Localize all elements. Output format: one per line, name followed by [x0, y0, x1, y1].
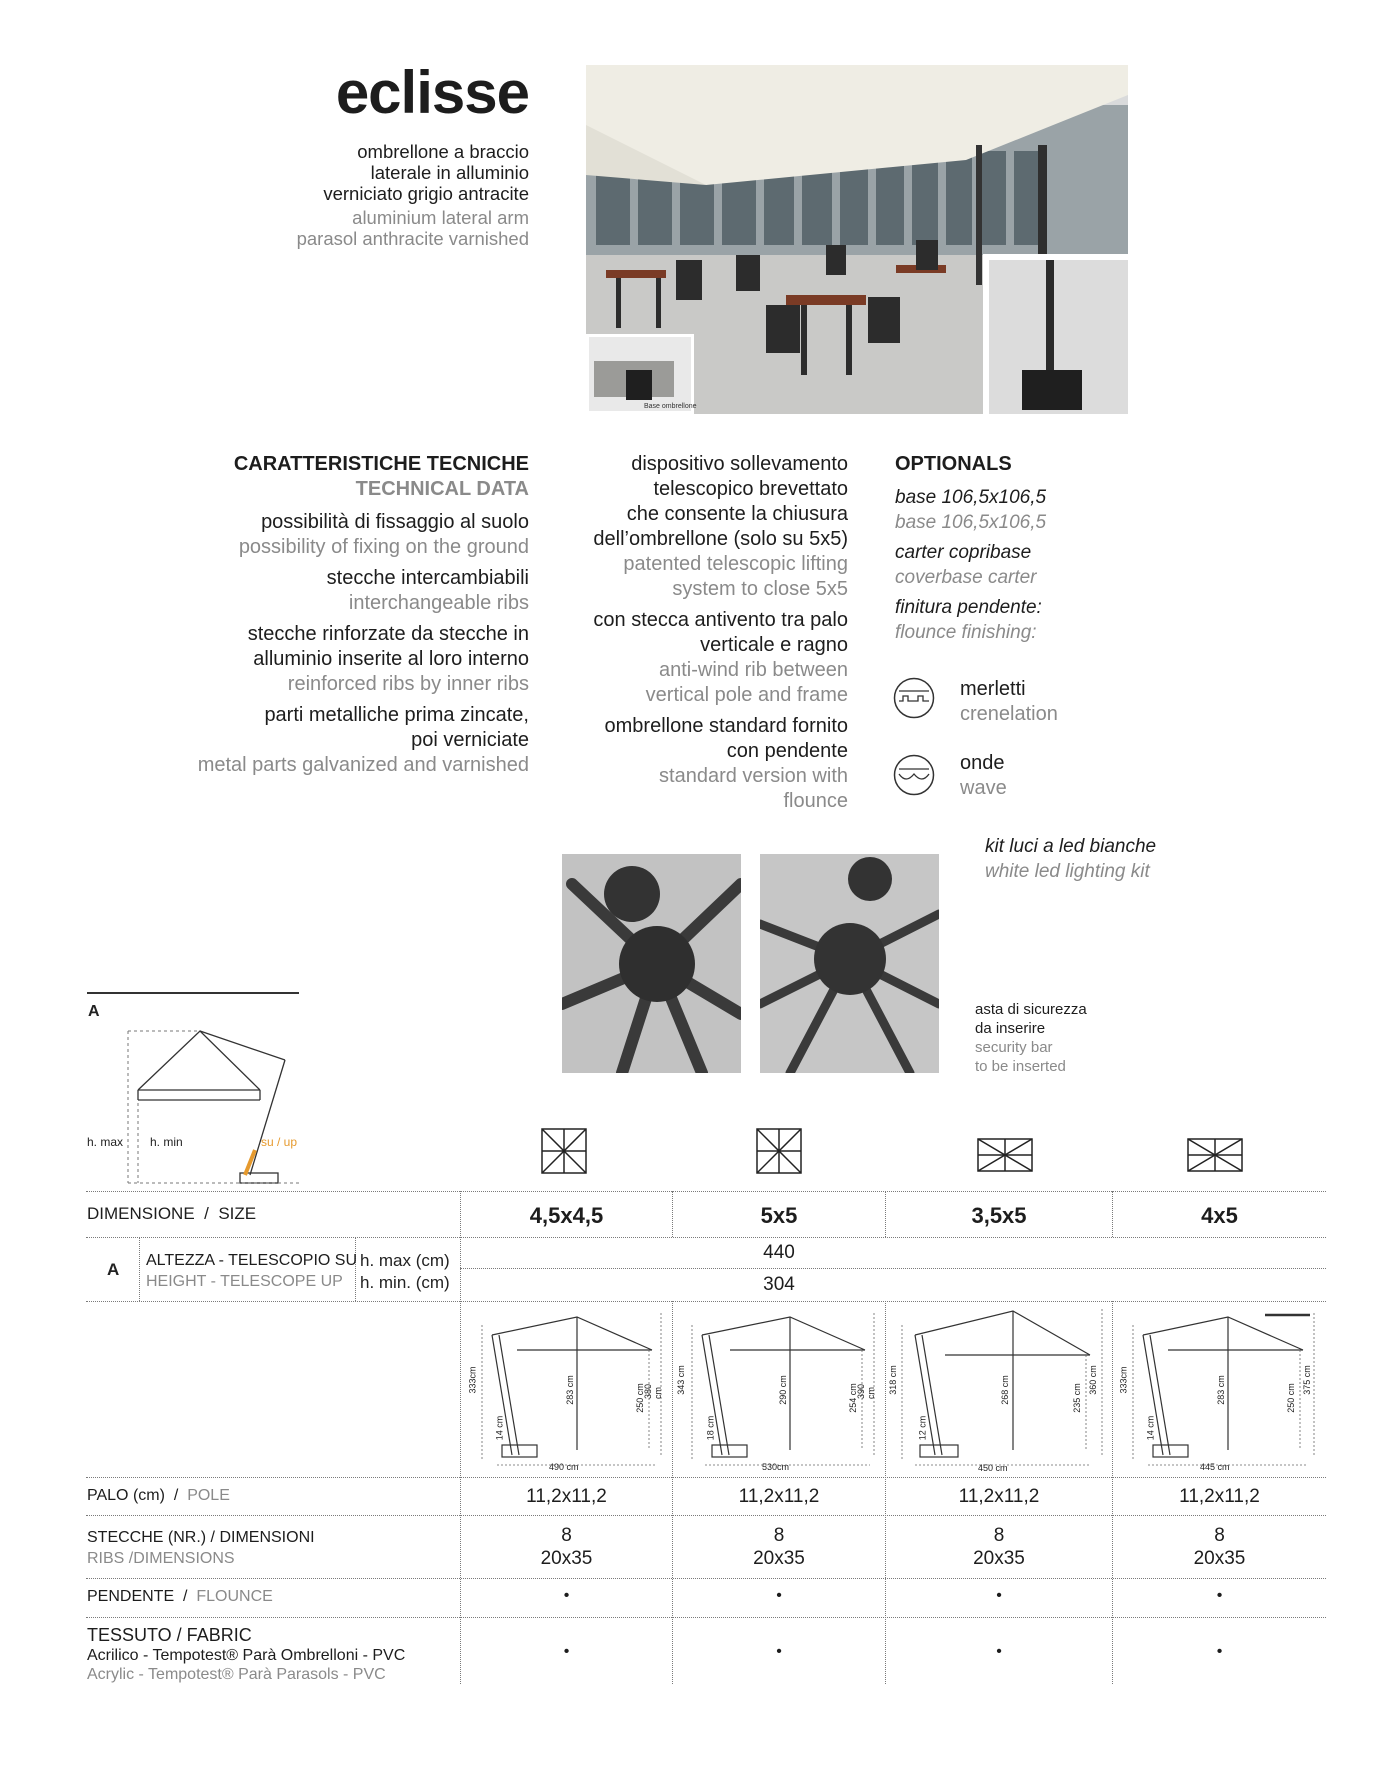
ribs-dims: 20x35: [540, 1548, 593, 1569]
table-line: [86, 1191, 1326, 1192]
table-line: [86, 1617, 1326, 1618]
dim-width: 530cm: [762, 1462, 790, 1472]
security-en: security bar: [975, 1039, 1053, 1056]
feature-en: metal parts galvanized and varnished: [197, 754, 529, 776]
feature-it: parti metalliche prima zincate,: [264, 704, 529, 726]
fabric-it: Acrilico - Tempotest® Parà Ombrelloni - PVC: [87, 1647, 406, 1664]
optionals-heading: OPTIONALS: [895, 453, 1012, 475]
feature-it: alluminio inserite al loro interno: [253, 648, 529, 670]
product-photo: [586, 65, 1128, 414]
rectangle-canopy-icon: [1187, 1138, 1243, 1172]
ribs-cell: [1113, 1524, 1326, 1570]
flounce-it: merletti: [960, 678, 1026, 700]
optional-it: base 106,5x106,5: [895, 487, 1047, 508]
subtitle-it-line: laterale in alluminio: [370, 162, 529, 183]
rectangle-canopy-icon: [977, 1138, 1033, 1172]
pole-value: 11,2x11,2: [958, 1486, 1040, 1507]
parasol-hub-illustration: [760, 854, 939, 1073]
flounce-crenelation-text: [960, 677, 1058, 727]
hmin-unit-label: h. min. (cm): [360, 1273, 450, 1292]
hmin-value: 304: [763, 1274, 795, 1295]
dim-total-height: 318 cm: [887, 1365, 898, 1395]
subtitle-it: [323, 141, 529, 204]
ribs-row-label: [87, 1527, 315, 1569]
feature-it: che consente la chiusura: [626, 503, 848, 525]
flounce-label-en: FLOUNCE: [196, 1588, 273, 1605]
optional-it: finitura pendente:: [895, 597, 1042, 618]
fabric-label: TESSUTO / FABRIC: [87, 1625, 252, 1645]
crenelation-icon: [893, 677, 935, 719]
size-label-en: SIZE: [218, 1204, 257, 1223]
square-canopy-icon: [756, 1128, 802, 1174]
parasol-profile-diagram: [85, 1025, 305, 1190]
diagram-label: A: [88, 1003, 100, 1020]
feature-it: con stecca antivento tra palo: [593, 609, 848, 631]
flounce-en: crenelation: [960, 703, 1058, 725]
ribs-dims: 20x35: [973, 1548, 1025, 1569]
feature-it: possibilità di fissaggio al suolo: [261, 511, 529, 533]
ribs-count: 8: [993, 1525, 1005, 1546]
dim-total-height: 343 cm: [675, 1365, 686, 1395]
feature-en: system to close 5x5: [672, 578, 848, 600]
flounce-value: •: [776, 1587, 782, 1604]
dim-width: 445 cm: [1200, 1462, 1230, 1472]
size-value: 5x5: [760, 1203, 798, 1228]
feature-it: stecche intercambiabili: [326, 567, 529, 589]
size-label-it: DIMENSIONE: [87, 1204, 195, 1223]
height-label-en: HEIGHT - TELESCOPE UP: [146, 1273, 343, 1290]
table-col-line: [460, 1191, 461, 1684]
pole-value: 11,2x11,2: [526, 1486, 607, 1507]
fabric-value: •: [996, 1643, 1002, 1660]
security-it: asta di sicurezza: [975, 1001, 1087, 1018]
flounce-value: •: [1216, 1587, 1223, 1604]
table-line: [86, 1301, 1326, 1302]
security-bar-note: [975, 1000, 1087, 1076]
led-kit-en: white led lighting kit: [985, 861, 1150, 882]
table-line: [86, 1477, 1326, 1478]
dimension-drawing: [675, 1305, 880, 1475]
dim-base-height: 14 cm: [1145, 1415, 1156, 1441]
flounce-label-it: PENDENTE: [87, 1588, 175, 1605]
diagram-rule: [87, 992, 299, 994]
dim-center-height: 268 cm: [999, 1375, 1010, 1405]
subtitle-it-line: ombrellone a braccio: [357, 141, 529, 162]
led-kit-it: kit luci a led bianche: [985, 836, 1157, 857]
ribs-label-it: STECCHE (NR.) / DIMENSIONI: [87, 1529, 315, 1546]
table-line: [460, 1268, 1326, 1269]
feature-it: telescopico brevettato: [653, 478, 848, 500]
flounce-it: onde: [960, 752, 1005, 774]
size-value: 3,5x5: [971, 1203, 1027, 1228]
security-en: to be inserted: [975, 1058, 1066, 1075]
pole-row-label: PALO (cm) / POLE: [87, 1487, 230, 1504]
parasol-hub-illustration: [562, 854, 741, 1073]
hub-photo-2: [760, 854, 939, 1073]
dimension-drawing: [887, 1305, 1110, 1475]
dim-base-height: 12 cm: [917, 1415, 928, 1441]
optional-en: flounce finishing:: [895, 622, 1037, 643]
dim-total-height: 333cm: [467, 1366, 478, 1394]
table-line: [86, 1515, 1326, 1516]
terrace-scene-illustration: [586, 65, 1128, 414]
feature-it: dell’ombrellone (solo su 5x5): [593, 528, 848, 550]
subtitle-en-line: aluminium lateral arm: [352, 207, 529, 228]
updown-label: su / up: [261, 1135, 298, 1149]
optionals: [895, 452, 1195, 645]
height-units: [360, 1250, 450, 1294]
pole-label-it: PALO (cm): [87, 1487, 165, 1504]
fabric-row-label: [87, 1624, 405, 1684]
feature-it: stecche rinforzate da stecche in: [247, 623, 529, 645]
hmax-label: h. max: [87, 1135, 124, 1149]
hmax-unit-label: h. max (cm): [360, 1251, 450, 1270]
ribs-cell: [461, 1524, 672, 1570]
flounce-value: •: [996, 1587, 1002, 1604]
feature-en: standard version with: [659, 765, 848, 787]
size-value: 4,5x4,5: [529, 1203, 604, 1228]
pole-value: 11,2x11,2: [738, 1486, 820, 1507]
ribs-cell: [886, 1524, 1112, 1570]
dim-edge-height: 235 cm: [1071, 1383, 1082, 1413]
pole-label-en: POLE: [187, 1487, 230, 1504]
subtitle-en-line: parasol anthracite varnished: [296, 228, 529, 249]
security-it: da inserire: [975, 1020, 1046, 1037]
fabric-value: •: [1216, 1643, 1223, 1660]
table-line: [86, 1237, 1326, 1238]
feature-it: poi verniciate: [411, 729, 529, 751]
tech-heading-en: TECHNICAL DATA: [355, 478, 529, 500]
optional-en: coverbase carter: [895, 567, 1037, 588]
size-row-label: DIMENSIONE / SIZE: [87, 1204, 257, 1223]
dim-outer-height: 390 cm: [856, 1383, 876, 1399]
dimension-drawing: [1118, 1305, 1323, 1475]
dim-width: 450 cm: [978, 1463, 1008, 1473]
dim-base-height: 14 cm: [494, 1415, 505, 1441]
flounce-en: wave: [960, 777, 1007, 799]
size-value: 4x5: [1201, 1203, 1238, 1228]
ribs-cell: [673, 1524, 885, 1570]
tech-col-2: [548, 452, 848, 814]
ribs-dims: 20x35: [753, 1548, 805, 1569]
tech-heading-it: CARATTERISTICHE TECNICHE: [233, 453, 529, 475]
height-label: [146, 1250, 357, 1292]
flounce-option-crenelation: [893, 677, 935, 724]
fabric-en: Acrylic - Tempotest® Parà Parasols - PVC: [87, 1666, 386, 1683]
subtitle-it-line: verniciato grigio antracite: [323, 183, 529, 204]
feature-en: anti-wind rib between: [659, 659, 848, 681]
ribs-dims: 20x35: [1193, 1548, 1246, 1569]
dim-outer-height: 375 cm: [1301, 1365, 1312, 1395]
dim-center-height: 283 cm: [564, 1375, 575, 1405]
feature-it: dispositivo sollevamento: [631, 453, 848, 475]
subtitle-en: [297, 207, 529, 249]
height-label-it: ALTEZZA - TELESCOPIO SU: [146, 1252, 358, 1269]
feature-en: flounce: [783, 790, 848, 812]
feature-en: patented telescopic lifting: [623, 553, 848, 575]
feature-en: reinforced ribs by inner ribs: [287, 673, 529, 695]
dim-base-height: 18 cm: [705, 1415, 716, 1441]
hmin-label: h. min: [150, 1135, 183, 1149]
dim-total-height: 333cm: [1118, 1366, 1129, 1394]
square-canopy-icon: [541, 1128, 587, 1174]
dim-edge-height: 254 cm: [847, 1383, 858, 1413]
feature-en: possibility of fixing on the ground: [238, 536, 529, 558]
led-kit: [985, 834, 1156, 884]
fabric-value: •: [776, 1643, 782, 1660]
dim-outer-height: 360 cm: [1087, 1365, 1098, 1395]
feature-it: verticale e ragno: [700, 634, 848, 656]
dimension-drawing: [467, 1305, 667, 1475]
feature-it: con pendente: [726, 740, 848, 762]
fabric-value: •: [563, 1643, 570, 1660]
hmax-value: 440: [763, 1242, 795, 1263]
dim-outer-height: 380 cm: [643, 1383, 663, 1399]
feature-it: ombrellone standard fornito: [604, 715, 848, 737]
dim-center-height: 283 cm: [1215, 1375, 1226, 1405]
feature-en: vertical pole and frame: [645, 684, 848, 706]
height-group-label: A: [107, 1260, 120, 1279]
inset-caption: Base ombrellone: [644, 403, 697, 410]
dim-edge-height: 250 cm: [634, 1383, 645, 1413]
flounce-row-label: PENDENTE / FLOUNCE: [87, 1588, 273, 1605]
flounce-option-wave: [893, 754, 935, 801]
flounce-value: •: [563, 1587, 570, 1604]
table-line: [86, 1578, 1326, 1579]
feature-en: interchangeable ribs: [348, 592, 529, 614]
optional-it: carter copribase: [895, 542, 1032, 563]
hub-photo-1: [562, 854, 741, 1073]
optional-en: base 106,5x106,5: [895, 512, 1047, 533]
ribs-count: 8: [561, 1525, 572, 1546]
dim-edge-height: 250 cm: [1285, 1383, 1296, 1413]
pole-value: 11,2x11,2: [1179, 1486, 1260, 1507]
product-title: eclisse: [335, 59, 529, 126]
dim-width: 490 cm: [549, 1462, 579, 1472]
ribs-label-en: RIBS /DIMENSIONS: [87, 1550, 235, 1567]
ribs-count: 8: [773, 1525, 785, 1546]
flounce-wave-text: [960, 751, 1007, 801]
dim-center-height: 290 cm: [777, 1375, 788, 1405]
ribs-count: 8: [1214, 1525, 1225, 1546]
tech-col-1: [109, 452, 529, 778]
table-col-line: [139, 1237, 140, 1301]
wave-icon: [893, 754, 935, 796]
